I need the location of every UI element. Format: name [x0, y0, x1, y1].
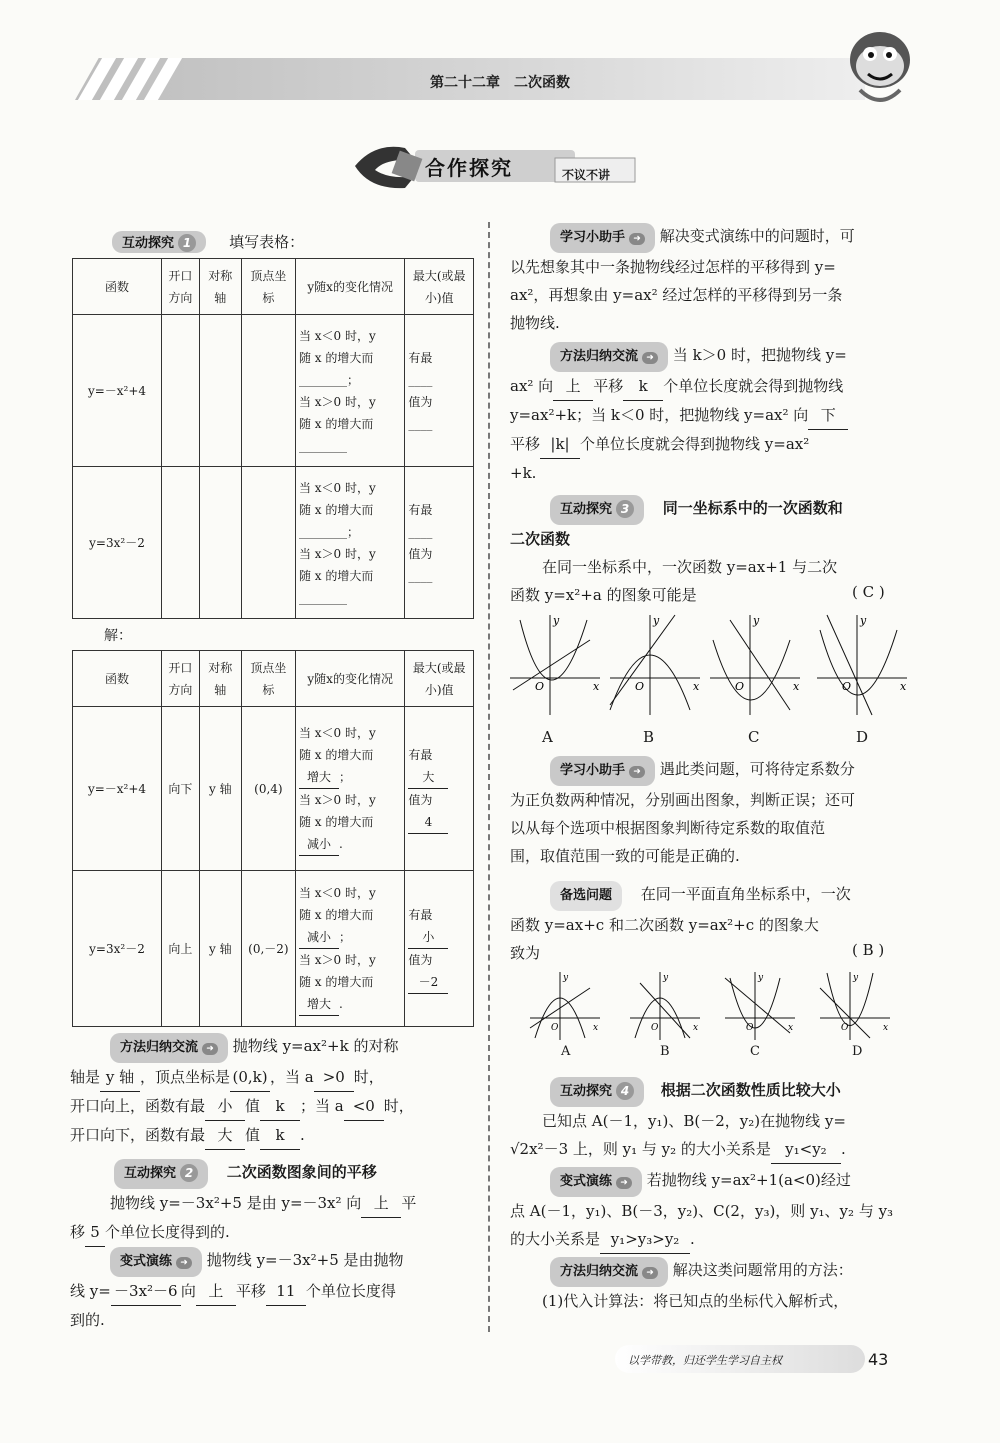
axis-o: O	[535, 680, 545, 693]
right-helper-tag: 学习小助手 ➜	[550, 223, 655, 253]
blank-change-1: 当 x＜0 时，y 随 x 的增大而 ________； 当 x＞0 时，y 随 x 的增大而 ________	[295, 315, 404, 467]
answer-vertex-2: (0,－2)	[241, 871, 295, 1027]
q3-option-d: D	[856, 728, 869, 746]
alt-answer: ( B )	[852, 941, 885, 959]
blank-max-1: 有最 ____ 值为 ____	[405, 315, 474, 467]
blank-func-1: y=－x²+4	[73, 315, 162, 467]
answer-vertex-1: (0,4)	[241, 707, 295, 871]
q3-option-c: C	[748, 728, 760, 746]
right-method2-tag: 方法归纳交流 ➜	[550, 1257, 668, 1287]
svg-text:x: x	[900, 680, 907, 693]
svg-text:y: y	[753, 614, 760, 627]
answer-max-2: 有最 小 值为 －2	[405, 871, 474, 1027]
right-helper2-block: 学习小助手 ➜ 遇此类问题，可将待定系数分 为正负数两种情况，分别画出图象，判断正误；还可 以从每个选项中根据图象判断待定系数的取值范 围，取值范围一致的可能是正确的.	[510, 755, 910, 870]
left-method-tag: 方法归纳交流 ➜	[110, 1033, 228, 1063]
th-axis: 对称轴	[199, 259, 241, 315]
solution-label: 解：	[104, 628, 132, 644]
blank-max-2: 有最 ____ 值为 ____	[405, 467, 474, 619]
alt-graph-b	[625, 968, 705, 1042]
q1-prompt: 填写表格：	[229, 233, 305, 251]
q2-tag: 互动探究 2	[114, 1159, 208, 1189]
banner-title: 合作探究	[425, 156, 513, 180]
svg-text:x: x	[593, 1023, 599, 1033]
q2-block: 互动探究 2 二次函数图象间的平移 抛物线 y=－3x²+5 是由 y=－3x² 向 上 平 移 5 个单位长度得到的.	[70, 1158, 475, 1247]
q3-graph-a	[505, 610, 605, 720]
svg-text:y: y	[758, 973, 764, 983]
q2-title: 二次函数图象间的平移	[226, 1163, 377, 1181]
right-variant-tag: 变式演练 ➜	[550, 1167, 642, 1197]
q3-block: 互动探究 3 同一坐标系中的一次函数和 二次函数 在同一坐标系中，一次函数 y=ax+1 与二次 函数 y=x²+a 的图象可能是	[510, 494, 910, 609]
alt-tag: 备选问题	[550, 881, 622, 911]
answer-axis-2: y 轴	[199, 871, 241, 1027]
svg-text:y: y	[860, 614, 867, 627]
left-variant-block: 变式演练 ➜ 抛物线 y=－3x²+5 是由抛物 线 y= －3x²－6 向 上 平移 11 个单位长度得 到的.	[70, 1246, 475, 1334]
chapter-title: 第二十二章 二次函数	[430, 75, 570, 91]
right-helper-block: 学习小助手 ➜ 解决变式演练中的问题时，可 以先想象其中一条抛物线经过怎样的平移得到 y= ax²，再想象由 y=ax² 经过怎样的平移得到另一条 抛物线.	[510, 222, 910, 337]
alt-option-d: D	[852, 1044, 863, 1059]
answer-open-1: 向下	[161, 707, 199, 871]
answer-open-2: 向上	[161, 871, 199, 1027]
page-number: 43	[868, 1350, 889, 1369]
th-func: 函数	[73, 259, 162, 315]
svg-text:O: O	[735, 680, 745, 693]
svg-text:O: O	[841, 1023, 849, 1033]
svg-text:y: y	[563, 973, 569, 983]
th-change: y随x的变化情况	[295, 259, 404, 315]
q3-option-a: A	[542, 728, 553, 746]
right-variant-block: 变式演练 ➜ 若抛物线 y=ax²+1(a<0)经过 点 A(－1，y₁)、B(－3，y₂)、C(2，y₃)，则 y₁、y₂ 与 y₃ 的大小关系是 y₁>y₃>y₂ .	[510, 1166, 910, 1254]
q4-tag: 互动探究 4	[550, 1077, 644, 1107]
alt-graph-d	[815, 968, 895, 1042]
answer-func-2: y=3x²－2	[73, 871, 162, 1027]
answer-table: 函数 开口方向 对称轴 顶点坐标 y随x的变化情况 最大(或最小)值 y=－x²+4 向下 y 轴 (0,4) 当 x＜0 时，y 随 x 的增大而 增大 ； 当 x＞0 时，y 随 x 的增大而 减小 . 有最 大 值为 4 y=3x²－2 向上 y 轴 (0,－2) 当 x＜0 时，y 随 x 的增大而 减小 ； 当 x＞0 时，y 随 x 的增大而 增大 . 有最 小 值为 －2	[72, 650, 474, 1027]
alt-option-b: B	[660, 1044, 670, 1059]
answer-axis-1: y 轴	[199, 707, 241, 871]
q3-tag: 互动探究 3	[550, 495, 644, 525]
right-helper2-tag: 学习小助手 ➜	[550, 756, 655, 786]
q3-graph-b	[605, 610, 705, 720]
banner-subtitle: 不议不讲	[562, 168, 611, 182]
q1-heading	[112, 228, 304, 256]
answer-change-2: 当 x＜0 时，y 随 x 的增大而 减小 ； 当 x＞0 时，y 随 x 的增大而 增大 .	[295, 871, 404, 1027]
blank-func-2: y=3x²－2	[73, 467, 162, 619]
svg-text:O: O	[746, 1023, 754, 1033]
axis-y: y	[553, 614, 560, 627]
right-method-block: 方法归纳交流 ➜ 当 k＞0 时，把抛物线 y= ax² 向 上 平移 k 个单位长度就会得到抛物线 y=ax²+k；当 k＜0 时，把抛物线 y=ax² 向 下 平移 |k| 个单位长度就会得到抛物线 y=ax² +k.	[510, 341, 910, 487]
svg-text:y: y	[853, 973, 859, 983]
svg-text:y: y	[653, 614, 660, 627]
axis-x: x	[593, 680, 600, 693]
q1-tag: 互动探究 1	[112, 231, 206, 253]
q4-block: 互动探究 4 根据二次函数性质比较大小 已知点 A(－1，y₁)、B(－2，y₂)在抛物线 y= √2x²－3 上，则 y₁ 与 y₂ 的大小关系是 y₁<y₂ .	[510, 1076, 910, 1164]
answer-max-1: 有最 大 值为 4	[405, 707, 474, 871]
svg-text:y: y	[663, 973, 669, 983]
svg-text:x: x	[793, 680, 800, 693]
alt-graph-a	[525, 968, 605, 1042]
blank-change-2: 当 x＜0 时，y 随 x 的增大而 ________； 当 x＞0 时，y 随 x 的增大而 ________	[295, 467, 404, 619]
th-vertex: 顶点坐标	[241, 259, 295, 315]
mascot-icon	[840, 20, 920, 108]
q3-graph-d	[812, 610, 912, 720]
svg-text:x: x	[693, 1023, 699, 1033]
answer-change-1: 当 x＜0 时，y 随 x 的增大而 增大 ； 当 x＞0 时，y 随 x 的增大而 减小 .	[295, 707, 404, 871]
svg-text:x: x	[788, 1023, 794, 1033]
right-method2-block: 方法归纳交流 ➜ 解决这类问题常用的方法： (1)代入计算法：将已知点的坐标代入解析式，	[510, 1256, 910, 1315]
alt-option-a: A	[561, 1044, 571, 1059]
alt-graph-c	[720, 968, 800, 1042]
svg-text:O: O	[842, 680, 852, 693]
footer-slogan: 以学带教，归还学生学习自主权	[628, 1354, 782, 1367]
left-method-block: 方法归纳交流 ➜ 抛物线 y=ax²+k 的对称 轴是 y 轴 ，顶点坐标是 (0,k) ，当 a >0 时， 开口向上，函数有最 小 值 k ；当 a <0 时， 开口向下，函数有最 大 值 k .	[70, 1032, 475, 1150]
svg-text:O: O	[551, 1023, 559, 1033]
svg-text:x: x	[883, 1023, 889, 1033]
answer-func-1: y=－x²+4	[73, 707, 162, 871]
alt-block: 备选问题 在同一平面直角坐标系中，一次 函数 y=ax+c 和二次函数 y=ax²+c 的图象大 致为	[510, 880, 910, 967]
right-method-tag: 方法归纳交流 ➜	[550, 342, 668, 372]
q3-answer: ( C )	[852, 583, 885, 601]
column-divider	[488, 222, 490, 1332]
th-max: 最大(或最小)值	[405, 259, 474, 315]
q3-graph-c	[705, 610, 805, 720]
th-open: 开口方向	[161, 259, 199, 315]
svg-text:O: O	[635, 680, 645, 693]
q3-option-b: B	[643, 728, 655, 746]
left-variant-tag: 变式演练 ➜	[110, 1247, 202, 1277]
blank-table	[72, 258, 474, 619]
svg-text:O: O	[651, 1023, 659, 1033]
svg-text:x: x	[693, 680, 700, 693]
alt-option-c: C	[750, 1044, 760, 1059]
